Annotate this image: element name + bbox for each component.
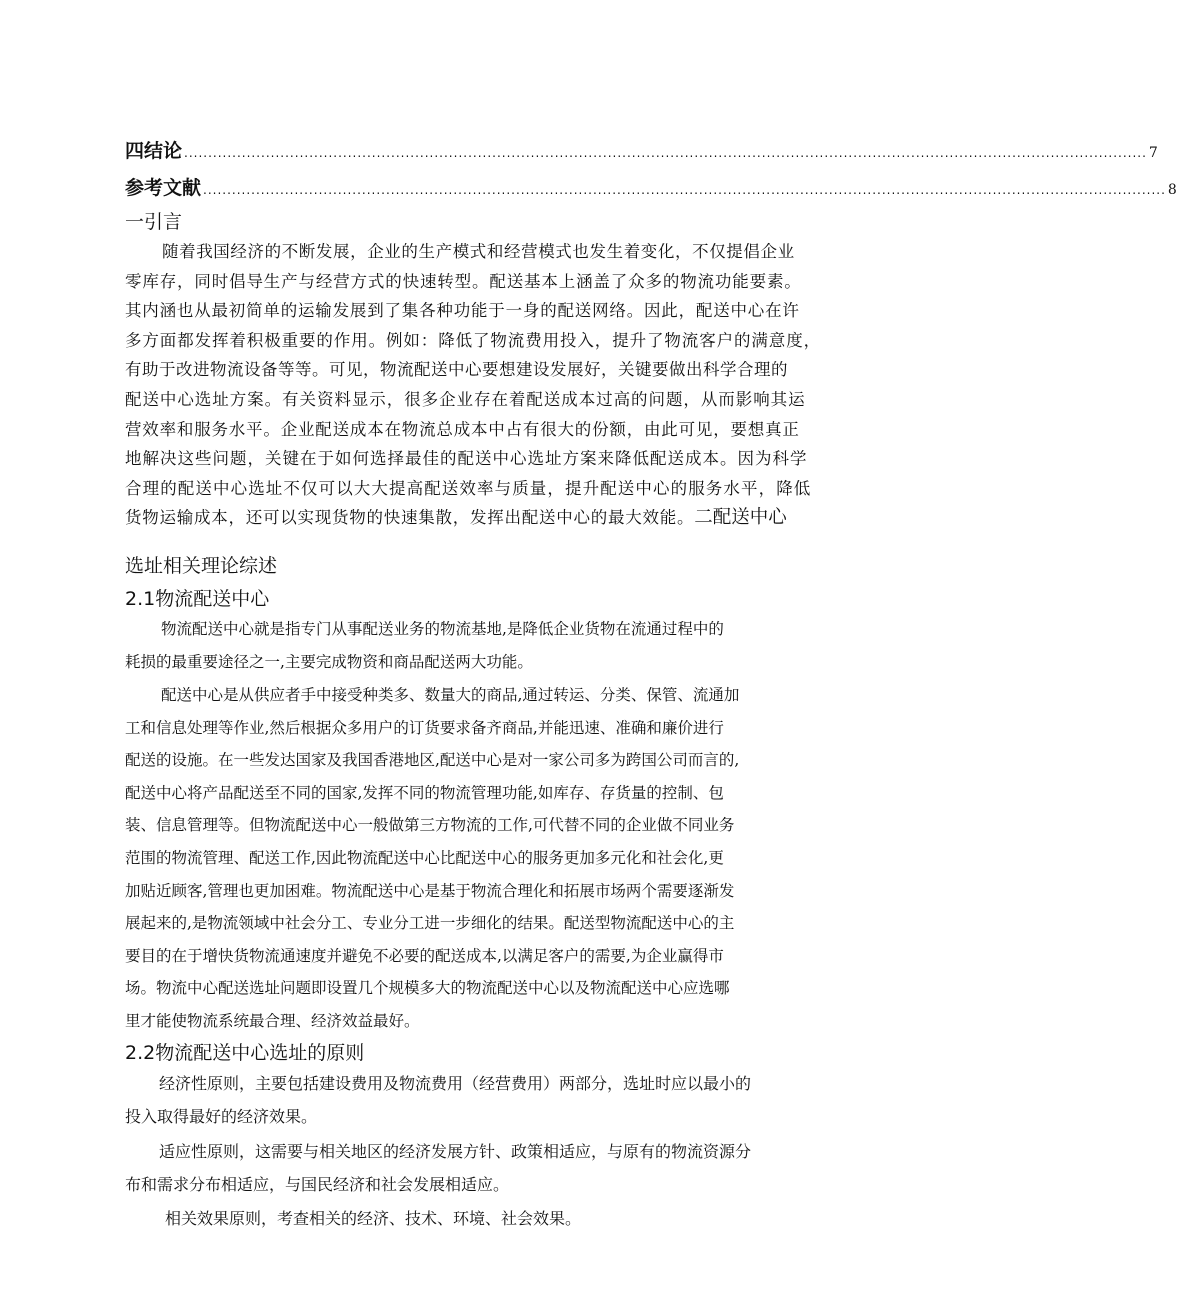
text-line [125, 503, 795, 533]
section-heading-theory-part2: 选址相关理论综述 [125, 555, 278, 577]
text-line: 经济性原则，主要包括建设费用及物流费用（经营费用）两部分，选址时应以最小的 [159, 1074, 752, 1093]
text-line: 范围的物流管理、配送工作,因此物流配送中心比配送中心的服务更加多元化和社会化,更 [125, 848, 724, 867]
text-line: 加贴近顾客,管理也更加困难。物流配送中心是基于物流合理化和拓展市场两个需要逐渐发 [125, 881, 735, 900]
text-line: 里才能使物流系统最合理、经济效益最好。 [125, 1011, 420, 1030]
section-heading-2-1: 2.1物流配送中心 [125, 588, 270, 610]
text-line: 适应性原则，这需要与相关地区的经济发展方针、政策相适应，与原有的物流资源分 [159, 1142, 752, 1161]
text-line: 营效率和服务水平。企业配送成本在物流总成本中占有很大的份额，由此可见，要想真正 [125, 419, 800, 439]
text-line: 配送中心是从供应者手中接受种类多、数量大的商品,通过转运、分类、保管、流通加 [161, 686, 740, 704]
text-line: 合理的配送中心选址不仅可以大大提高配送效率与质量，提升配送中心的服务水平，降低 [125, 478, 812, 498]
section-2-1-paragraph-2 [125, 679, 795, 1038]
text-line: 相关效果原则，考查相关的经济、技术、环境、社会效果。 [165, 1209, 582, 1228]
toc-entry-title: 四结论 [125, 140, 183, 162]
text-line: 物流配送中心就是指专门从事配送业务的物流基地,是降低企业货物在流通过程中的 [161, 620, 724, 638]
toc-page-number: 8 [1167, 182, 1177, 198]
text-line: 地解决这些问题，关键在于如何选择最佳的配送中心选址方案来降低配送成本。因为科学 [125, 449, 808, 469]
toc-page-number: 7 [1148, 145, 1158, 161]
text-line: 有助于改进物流设备等等。可见，物流配送中心要想建设发展好，关键要做出科学合理的 [125, 360, 788, 380]
text-line: 配送中心选址方案。有关资料显示，很多企业存在着配送成本过高的问题，从而影响其运 [125, 389, 806, 409]
toc-entry-conclusion[interactable] [125, 136, 1158, 163]
section-2-2-paragraph-2 [125, 1136, 795, 1201]
text-line: 工和信息处理等作业,然后根据众多用户的订货要求备齐商品,并能迅速、准确和廉价进行 [125, 718, 724, 737]
toc-leader-dots: ........................................................................................................................................................................................................ [203, 183, 1166, 197]
text-line: 耗损的最重要途径之一,主要完成物资和商品配送两大功能。 [125, 652, 533, 671]
text-line: 其内涵也从最初简单的运输发展到了集各种功能于一身的配送网络。因此，配送中心在许 [125, 301, 800, 321]
section-heading-introduction: 一引言 [125, 211, 183, 233]
introduction-paragraph [125, 237, 821, 533]
text-line: 配送中心将产品配送至不同的国家,发挥不同的物流管理功能,如库存、存货量的控制、包 [125, 783, 724, 802]
toc-entry-title: 参考文献 [125, 177, 202, 199]
text-segment: 货物运输成本，还可以实现货物的快速集散，发挥出配送中心的最大效能。 [125, 508, 695, 528]
text-line: 装、信息管理等。但物流配送中心一般做第三方物流的工作,可代替不同的企业做不同业务 [125, 816, 735, 835]
text-line: 投入取得最好的经济效果。 [125, 1106, 318, 1126]
text-line: 随着我国经济的不断发展，企业的生产模式和经营模式也发生着变化，不仅提倡企业 [162, 242, 795, 261]
toc-leader-dots: ........................................................................................................................................................................................................ [184, 146, 1147, 160]
section-heading-2-2: 2.2物流配送中心选址的原则 [125, 1042, 365, 1064]
text-line: 展起来的,是物流领域中社会分工、专业分工进一步细化的结果。配送型物流配送中心的主 [125, 914, 735, 933]
text-line: 场。物流中心配送选址问题即设置几个规模多大的物流配送中心以及物流配送中心应选哪 [125, 979, 730, 998]
section-2-2-paragraph-3 [125, 1203, 795, 1236]
toc-entry-references[interactable] [125, 173, 1177, 200]
section-heading-theory-part1: 二配送中心 [694, 507, 787, 529]
text-line: 多方面都发挥着积极重要的作用。例如：降低了物流费用投入，提升了物流客户的满意度， [125, 330, 821, 350]
text-line: 配送的设施。在一些发达国家及我国香港地区,配送中心是对一家公司多为跨国公司而言的, [125, 751, 740, 770]
section-2-2-paragraph-1 [125, 1068, 795, 1133]
text-line: 零库存，同时倡导生产与经营方式的快速转型。配送基本上涵盖了众多的物流功能要素。 [125, 271, 802, 291]
section-2-1-paragraph-1 [125, 613, 795, 678]
text-line: 布和需求分布相适应，与国民经济和社会发展相适应。 [125, 1174, 510, 1194]
text-line: 要目的在于增快货物流通速度并避免不必要的配送成本,以满足客户的需要,为企业赢得市 [125, 946, 724, 965]
